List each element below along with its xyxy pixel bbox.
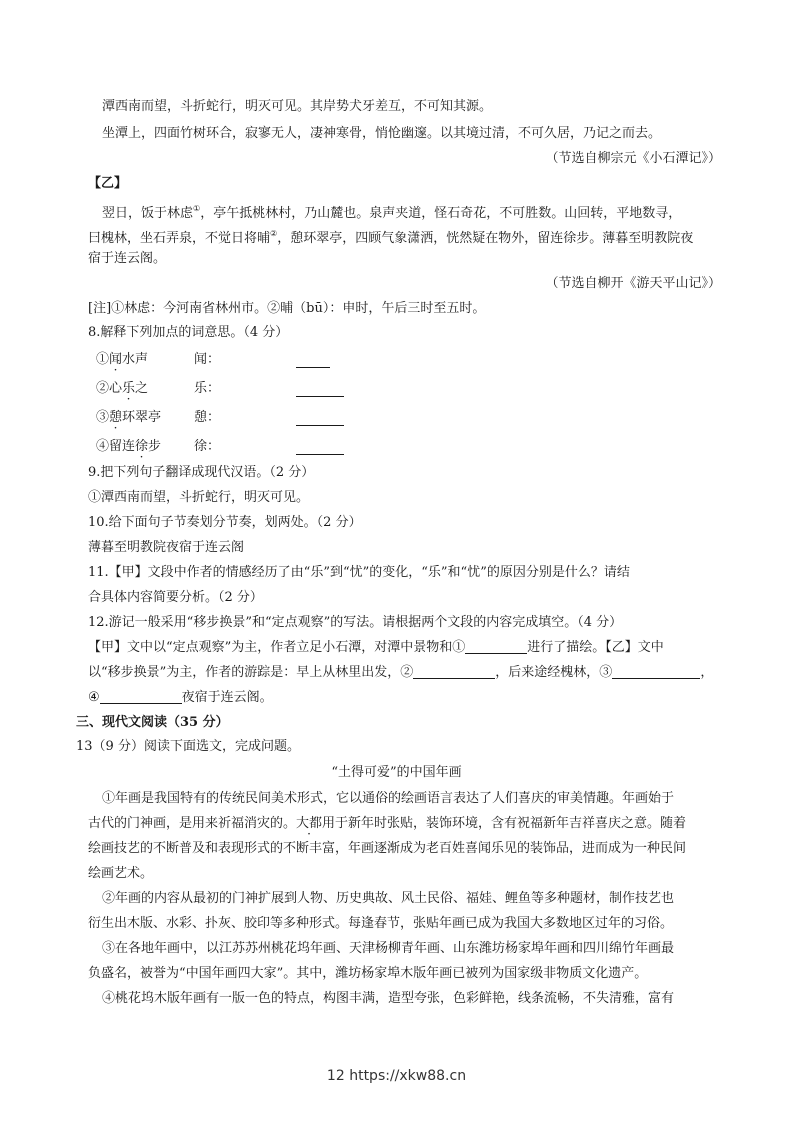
q8-item-2: ②心乐之 <box>96 381 149 396</box>
yi-label: 【乙】 <box>88 176 128 191</box>
yi-source: （节选自柳开《游天平山记》） <box>545 276 721 291</box>
q8-word-3: 憩： <box>194 410 221 425</box>
q8-word-1: 闻： <box>194 352 221 367</box>
q12-blank-3[interactable] <box>612 664 700 679</box>
yi-paragraph-line-1: 翌日，饭于林虑①，亭午抵桃林村，乃山麓也。泉声夹道，怪石奇花，不可胜数。山回转，平地数寻， <box>102 204 682 221</box>
page-footer <box>0 1068 793 1084</box>
q8-item-1: ①闻水声 <box>96 352 149 367</box>
dotted-word: 大都 <box>296 816 323 831</box>
yi-note: [注]①林虑：今河南省林州市。②晡（bū）：申时，午后三时至五时。 <box>88 301 486 316</box>
q12-blank-4[interactable] <box>100 689 182 704</box>
yi-paragraph-line-3: 宿于连云阁。 <box>88 251 167 266</box>
q12-blank-2[interactable] <box>413 664 495 679</box>
q12-line-2: 以“移步换景”为主，作者的游踪是：早上从林里出发，② ，后来途经槐林，③ ， <box>88 665 714 680</box>
q8-item-4: ④留连徐步 <box>96 439 162 454</box>
q13-stem: 13（9 分）阅读下面选文，完成问题。 <box>76 739 300 754</box>
article-p3-line-2: 负盛名，被誉为“中国年画四大家”。其中，潍坊杨家埠木版年画已被列为国家级非物质文化遗产。 <box>88 966 648 981</box>
q8-answer-blank-3[interactable] <box>296 425 344 426</box>
q8-item-3: ③憩环翠亭 <box>96 410 162 425</box>
yi-paragraph-line-2: 曰槐林，坐石弄泉，不觉日将晡②，憩环翠亭，四顾气象潇洒，恍然疑在物外，留连徐步。薄暮至明教院夜 <box>88 229 694 246</box>
article-p1-line-1: ①年画是我国特有的传统民间美术形式，它以通俗的绘画语言表达了人们喜庆的审美情趣。年画始于 <box>102 791 675 806</box>
article-p4-line-1: ④桃花坞木版年画有一版一色的特点，构图丰满，造型夸张，色彩鲜艳，线条流畅，不失清雅，富有 <box>102 991 675 1006</box>
q11-line-1: 11.【甲】文段中作者的情感经历了由“乐”到“忧”的变化，“乐”和“忧”的原因分别是什么？请结 <box>88 565 630 580</box>
q12-stem: 12.游记一般采用“移步换景”和“定点观察”的写法。请根据两个文段的内容完成填空。（4 分） <box>88 615 623 630</box>
article-p1-line-3: 绘画技艺的不断普及和表现形式的不断丰富，年画逐渐成为老百姓喜闻乐见的装饰品，进而成为一种民间 <box>88 841 687 856</box>
jia-source: （节选自柳宗元《小石潭记》） <box>545 151 721 166</box>
q8-answer-blank-4[interactable] <box>296 454 344 455</box>
jia-line-1: 潭西南而望，斗折蛇行，明灭可见。其岸势犬牙差互，不可知其源。 <box>102 99 493 114</box>
footnote-mark-2: ② <box>270 229 278 238</box>
q8-answer-blank-1[interactable] <box>296 367 330 368</box>
section-3-title: 三、现代文阅读（35 分） <box>76 715 229 730</box>
article-p3-line-1: ③在各地年画中，以江苏苏州桃花坞年画、天津杨柳青年画、山东潍坊杨家埠年画和四川绵竹年画最 <box>102 941 675 956</box>
article-p2-line-2: 衍生出木版、水彩、扑灰、胶印等多种形式。每逢春节，张贴年画已成为我国大多数地区过年的习俗。 <box>88 916 674 931</box>
q10-sentence: 薄暮至明教院夜宿于连云阁 <box>88 540 245 555</box>
q9-sentence: ①潭西南而望，斗折蛇行，明灭可见。 <box>88 490 310 505</box>
q8-word-2: 乐： <box>194 381 221 396</box>
page-number: 12 <box>326 1068 345 1084</box>
q8-word-4: 徐： <box>194 439 221 454</box>
q10-stem: 10.给下面句子节奏划分节奏，划两处。（2 分） <box>88 515 362 530</box>
article-p1-line-2: 古代的门神画，是用来祈福消灾的。大都用于新年时张贴，装饰环境，含有祝福新年吉祥喜庆之意。随着 <box>88 816 687 831</box>
q12-line-3: ④ 夜宿于连云阁。 <box>88 690 273 705</box>
q11-line-2: 合具体内容简要分析。（2 分） <box>88 590 263 605</box>
article-p1-line-4: 绘画艺术。 <box>88 866 154 881</box>
jia-line-2: 坐潭上，四面竹树环合，寂寥无人，凄神寒骨，悄怆幽邃。以其境过清，不可久居，乃记之而去。 <box>102 126 662 141</box>
q8-stem: 8.解释下列加点的词意思。（4 分） <box>88 325 289 340</box>
q12-line-1: 【甲】文中以“定点观察”为主，作者立足小石潭，对潭中景物和① 进行了描绘。【乙】文中 <box>88 640 664 655</box>
q12-blank-1[interactable] <box>465 639 527 654</box>
q9-stem: 9.把下列句子翻译成现代汉语。（2 分） <box>88 465 315 480</box>
footer-url: https://xkw88.cn <box>349 1068 467 1084</box>
footnote-mark-1: ① <box>193 204 201 213</box>
article-title: “土得可爱”的中国年画 <box>331 765 462 780</box>
article-p2-line-1: ②年画的内容从最初的门神扩展到人物、历史典故、风土民俗、福娃、鲤鱼等多种题材，制作技艺也 <box>102 891 675 906</box>
q8-answer-blank-2[interactable] <box>296 396 344 397</box>
